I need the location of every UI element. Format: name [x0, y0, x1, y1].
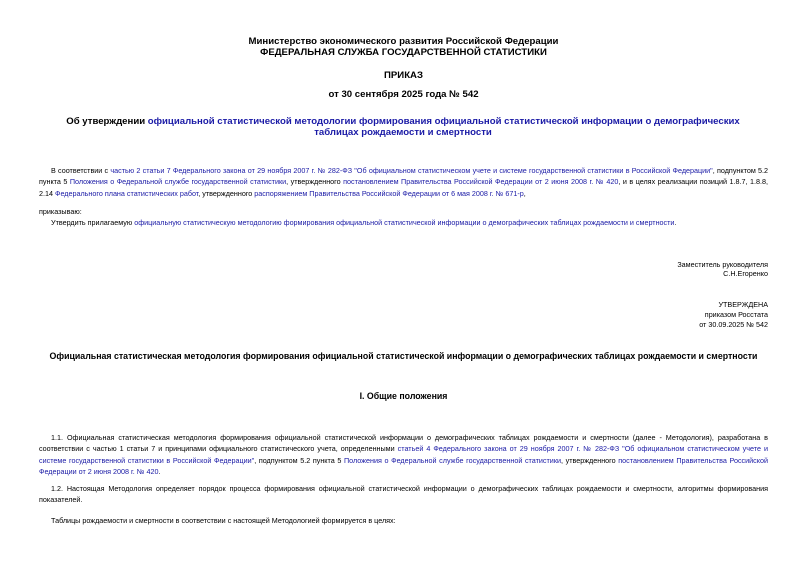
paragraph-tables-purpose: Таблицы рождаемости и смертности в соответствии с настоящей Методологией формируется в целях: — [51, 516, 396, 525]
link-methodology[interactable]: официальную статистическую методологию формирования официальной статистической информации о демографических таблицах рождаемости и смертности — [134, 218, 675, 227]
preamble-text-5: , утвержденного — [198, 188, 255, 198]
order-text-2: . — [674, 218, 677, 227]
order-verb: приказываю: — [39, 207, 82, 216]
preamble-text-6: , — [523, 188, 526, 198]
paragraph-1-2: 1.2. Настоящая Методология определяет порядок процесса формирования официальной статистической информации о демографических таблицах рождаемости и смертности, алгоритмы формирования показателей. — [39, 484, 768, 505]
signature-name: С.Н.Егоренко — [723, 269, 768, 278]
preamble-text-3: , утвержденного — [286, 177, 344, 187]
link-statistical-plan[interactable]: Федерального плана статистических работ — [55, 188, 199, 198]
link-rosstat-regulation-2[interactable]: Положения о Федеральной службе государственной статистики — [343, 455, 561, 465]
doc-date-number: от 30 сентября 2025 года № 542 — [328, 89, 479, 100]
para-1-1-text-1: 1.1. Официальная статистическая методология формирования официальной статистической информации о демографических таблицах рождаемости и смертности (далее - Методология), разработана в соответствии с частью 1 статьи 7 и принципами официального статистического учета, определенными — [39, 433, 768, 454]
link-article-4-law-282-fz[interactable]: статьей 4 Федерального закона от 29 ноября 2007 г. № 282-ФЗ "Об официальном статистическом учете и системе государственной статистики в Российской Федерации" — [39, 444, 768, 465]
preamble-paragraph — [39, 165, 768, 199]
approval-line-2: приказом Росстата — [704, 310, 768, 319]
order-title-link[interactable]: официальной статистической методологии формирования официальной статистической информации о демографических таблицах рождаемости и смертности — [147, 116, 740, 138]
paragraph-1-1 — [39, 432, 768, 478]
link-rosstat-regulation[interactable]: Положения о Федеральной службе государственной статистики — [69, 177, 287, 187]
preamble-text-4: , и в целях реализации позиций 1.8.7, 1.8.8, 2.14 — [39, 177, 768, 198]
doc-type: ПРИКАЗ — [384, 70, 423, 81]
link-resolution-420-2[interactable]: постановлением Правительства Российской Федерации от 2 июня 2008 г. № 420 — [39, 455, 768, 477]
signature-position: Заместитель руководителя — [677, 260, 768, 269]
approval-line-1: УТВЕРЖДЕНА — [718, 300, 768, 309]
link-order-671-r[interactable]: распоряжением Правительства Российской Федерации от 6 мая 2008 г. № 671-р — [254, 188, 524, 198]
preamble-text-2: , подпунктом 5.2 пункта 5 — [39, 166, 769, 187]
ministry-name: Министерство экономического развития Российской Федерации — [248, 36, 559, 47]
preamble-text-1: В соответствии с — [51, 166, 111, 175]
methodology-title: Официальная статистическая методология формирования официальной статистической информации о демографических таблицах рождаемости и смертности — [49, 351, 758, 361]
approval-line-3: от 30.09.2025 № 542 — [699, 320, 768, 329]
service-name: ФЕДЕРАЛЬНАЯ СЛУЖБА ГОСУДАРСТВЕННОЙ СТАТИСТИКИ — [260, 47, 547, 58]
order-title — [58, 116, 748, 138]
link-resolution-420[interactable]: постановлением Правительства Российской Федерации от 2 июня 2008 г. № 420 — [343, 177, 619, 187]
order-text-1: Утвердить прилагаемую — [51, 218, 135, 227]
order-title-prefix: Об утверждении — [66, 116, 148, 127]
section-1-title: I. Общие положения — [359, 391, 448, 401]
para-1-1-text-2: , подпунктом 5.2 пункта 5 — [254, 455, 344, 465]
link-law-282-fz[interactable]: частью 2 статьи 7 Федерального закона от 29 ноября 2007 г. № 282-ФЗ "Об официальном статистическом учете и системе государственной статистики в Российской Федерации" — [110, 166, 713, 175]
order-paragraph — [39, 217, 768, 228]
para-1-1-text-4: . — [158, 467, 161, 477]
para-1-1-text-3: , утвержденного — [560, 455, 619, 465]
